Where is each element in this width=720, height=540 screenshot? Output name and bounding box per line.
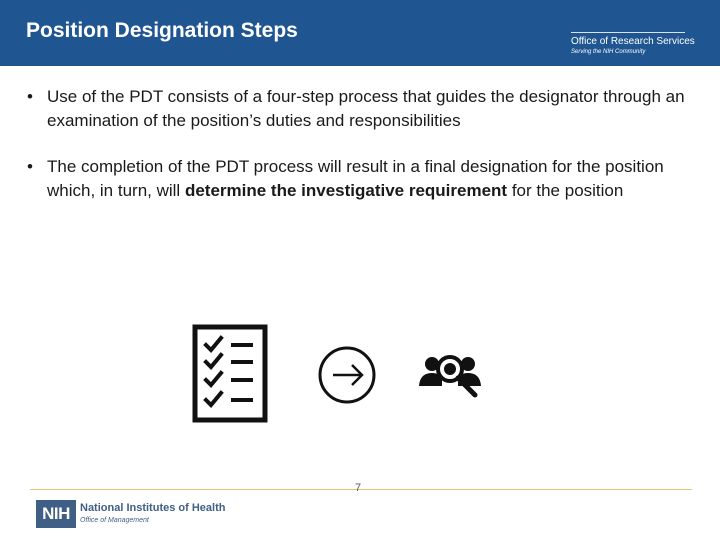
bullet-text: The completion of the PDT process will result in a final designation for the position which, in turn, will: [47, 157, 664, 200]
nih-office: Office of Management: [80, 517, 149, 524]
nih-name: National Institutes of Health: [80, 502, 226, 514]
investigation-people-icon: [419, 357, 481, 395]
nih-logo-box: NIH: [36, 500, 76, 528]
page-number: 7: [355, 482, 362, 494]
bullet-bold-text: determine the investigative requirement: [184, 181, 508, 200]
bullet-marker: •: [27, 157, 33, 176]
nih-logo: [36, 500, 226, 530]
ors-tagline: Serving the NIH Community: [571, 49, 646, 55]
slide-title: Position Designation Steps: [26, 19, 298, 42]
bullet-text: Use of the PDT consists of a four-step process that guides the designator through an examination of the position’s duties and responsibilities: [47, 87, 685, 130]
ors-name: Office of Research Services: [571, 36, 695, 47]
checklist-icon: [195, 327, 265, 420]
arrow-circle-icon: [320, 348, 374, 402]
bullet-text-end: for the position: [507, 181, 624, 200]
bullet-marker: •: [27, 87, 33, 106]
